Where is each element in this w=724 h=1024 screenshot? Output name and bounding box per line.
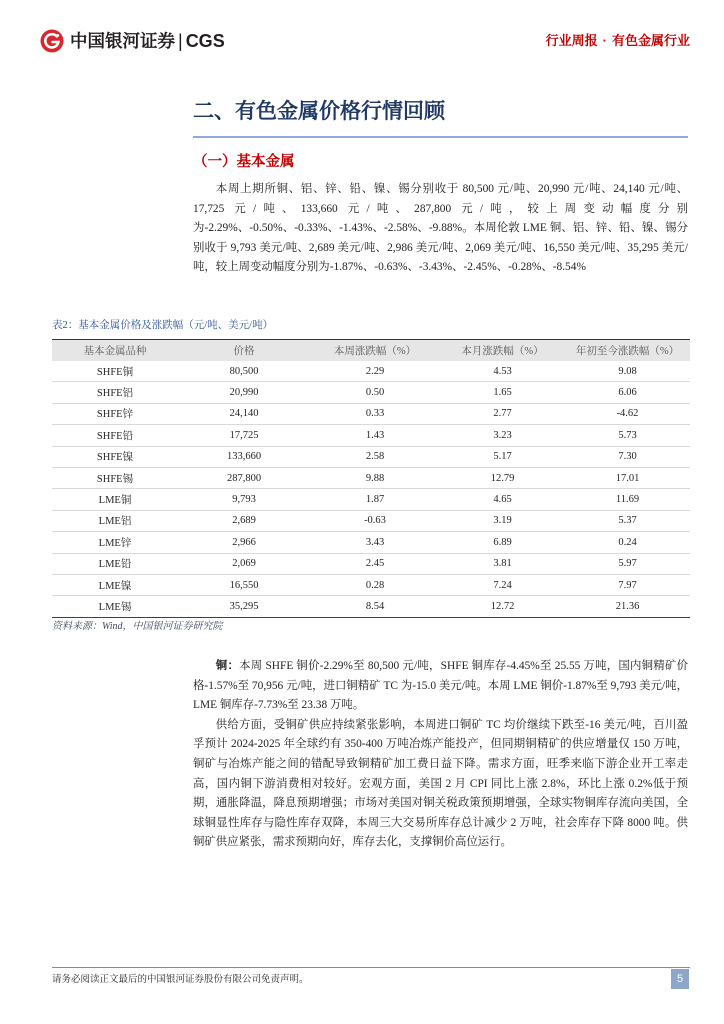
- report-category: [546, 32, 690, 50]
- intro-paragraph: 本周上期所铜、铝、锌、铅、镍、锡分别收于 80,500 元/吨、20,990 元/吨、24,140 元/吨、17,725 元/吨、133,660 元/吨、287,800 元/吨，较上周变动幅度分别为-2.29%、-0.50%、-0.33%、-1.43%、-2.58%、-9.88%。本周伦敦 LME 铜、铝、锌、铅、镍、锡分别收于 9,793 美元/吨、2,689 美元/吨、2,986 美元/吨、2,069 美元/吨、16,550 美元/吨、35,295 美元/吨，较上周变动幅度分别为-1.87%、-0.63%、-3.43%、-2.45%、-0.28%、-8.54%: [193, 183, 688, 274]
- cell-variety: LME铝: [52, 510, 178, 531]
- cell-monthly-change: 12.79: [440, 467, 565, 488]
- cell-monthly-change: 3.19: [440, 510, 565, 531]
- cell-variety: SHFE铜: [52, 361, 178, 382]
- cell-variety: SHFE铅: [52, 425, 178, 446]
- table-row: [52, 574, 690, 595]
- copper-commentary: [193, 657, 688, 853]
- table-row: [52, 361, 690, 382]
- table-row: [52, 467, 690, 488]
- cell-variety: LME铅: [52, 553, 178, 574]
- footer-disclaimer: 请务必阅读正文最后的中国银河证券股份有限公司免责声明。: [52, 975, 309, 985]
- cell-weekly-change: 2.58: [310, 446, 440, 467]
- table-row: [52, 446, 690, 467]
- cell-ytd-change: 7.97: [565, 574, 690, 595]
- cell-variety: LME锡: [52, 596, 178, 617]
- report-type: 行业周报: [545, 33, 598, 48]
- page-number: 5: [671, 969, 689, 989]
- table-row: [52, 403, 690, 424]
- cell-price: 24,140: [178, 403, 310, 424]
- brand-name-en: CGS: [185, 31, 225, 51]
- copper-summary-paragraph: [193, 657, 688, 716]
- column-header-ytd-change: 年初至今涨跌幅（%）: [565, 340, 690, 362]
- table-row: [52, 596, 690, 617]
- cell-weekly-change: 2.45: [310, 553, 440, 574]
- section-title-divider: [193, 136, 688, 138]
- cell-monthly-change: 2.77: [440, 403, 565, 424]
- copper-label: 铜：: [215, 660, 240, 672]
- cell-monthly-change: 3.81: [440, 553, 565, 574]
- metal-price-table: [52, 339, 690, 618]
- brand-name-cn: 中国银河证券: [70, 31, 175, 51]
- cell-price: 2,689: [178, 510, 310, 531]
- column-header-price: 价格: [178, 340, 310, 362]
- cell-variety: SHFE锌: [52, 403, 178, 424]
- cell-price: 80,500: [178, 361, 310, 382]
- cell-weekly-change: 2.29: [310, 361, 440, 382]
- section-title: 二、有色金属价格行情回顾: [193, 100, 445, 123]
- footer-divider: [52, 967, 690, 968]
- cell-monthly-change: 6.89: [440, 532, 565, 553]
- table-row: [52, 510, 690, 531]
- cell-weekly-change: -0.63: [310, 510, 440, 531]
- cell-variety: LME镍: [52, 574, 178, 595]
- column-header-variety: 基本金属品种: [52, 340, 178, 362]
- cell-variety: SHFE镍: [52, 446, 178, 467]
- cell-monthly-change: 7.24: [440, 574, 565, 595]
- table-row: [52, 425, 690, 446]
- cell-ytd-change: 5.97: [565, 553, 690, 574]
- cell-ytd-change: 0.24: [565, 532, 690, 553]
- column-header-monthly-change: 本月涨跌幅（%）: [440, 340, 565, 362]
- brand-logo: [40, 28, 225, 54]
- header-dot-separator: ·: [602, 33, 607, 48]
- cell-weekly-change: 9.88: [310, 467, 440, 488]
- cell-ytd-change: 17.01: [565, 467, 690, 488]
- brand-separator: |: [178, 31, 183, 51]
- cell-price: 35,295: [178, 596, 310, 617]
- cell-ytd-change: 7.30: [565, 446, 690, 467]
- cgs-logo-icon: [40, 29, 64, 53]
- cell-price: 16,550: [178, 574, 310, 595]
- table-source-note: 资料来源：Wind，中国银河证券研究院: [52, 621, 223, 632]
- cell-monthly-change: 4.53: [440, 361, 565, 382]
- cell-ytd-change: 11.69: [565, 489, 690, 510]
- cell-price: 2,069: [178, 553, 310, 574]
- copper-summary-text: 本周 SHFE 铜价-2.29%至 80,500 元/吨，SHFE 铜库存-4.45%至 25.55 万吨，国内铜精矿价格-1.57%至 70,956 元/吨，进口铜精矿 TC 为-15.0 美元/吨。本周 LME 铜价-1.87%至 9,793 美元/吨，LME 铜库存-7.73%至 23.38 万吨。: [193, 660, 688, 712]
- cell-price: 287,800: [178, 467, 310, 488]
- cell-ytd-change: 21.36: [565, 596, 690, 617]
- cell-weekly-change: 0.28: [310, 574, 440, 595]
- cell-monthly-change: 12.72: [440, 596, 565, 617]
- cell-weekly-change: 3.43: [310, 532, 440, 553]
- cell-weekly-change: 0.50: [310, 382, 440, 403]
- subsection-title: （一）基本金属: [193, 154, 295, 170]
- cell-weekly-change: 8.54: [310, 596, 440, 617]
- cell-price: 133,660: [178, 446, 310, 467]
- cell-monthly-change: 1.65: [440, 382, 565, 403]
- cell-weekly-change: 1.87: [310, 489, 440, 510]
- cell-monthly-change: 3.23: [440, 425, 565, 446]
- cell-variety: LME铜: [52, 489, 178, 510]
- cell-ytd-change: 5.37: [565, 510, 690, 531]
- cell-monthly-change: 4.65: [440, 489, 565, 510]
- table-row: [52, 489, 690, 510]
- cell-price: 20,990: [178, 382, 310, 403]
- table-body: [52, 361, 690, 617]
- cell-ytd-change: -4.62: [565, 403, 690, 424]
- table-header-row: [52, 340, 690, 362]
- cell-weekly-change: 0.33: [310, 403, 440, 424]
- table-head: [52, 340, 690, 362]
- cell-price: 2,966: [178, 532, 310, 553]
- column-header-weekly-change: 本周涨跌幅（%）: [310, 340, 440, 362]
- cell-ytd-change: 5.73: [565, 425, 690, 446]
- table-caption: 表2：基本金属价格及涨跌幅（元/吨、美元/吨）: [52, 320, 274, 331]
- cell-price: 9,793: [178, 489, 310, 510]
- industry-name: 有色金属行业: [611, 33, 690, 48]
- cell-ytd-change: 9.08: [565, 361, 690, 382]
- cell-price: 17,725: [178, 425, 310, 446]
- table-row: [52, 382, 690, 403]
- copper-analysis-paragraph: 供给方面，受铜矿供应持续紧张影响，本周进口铜矿 TC 均价继续下跌至-16 美元/吨，百川盈孚预计 2024-2025 年全球约有 350-400 万吨冶炼产能投产，但同期铜精矿的供应增量仅 150 万吨，铜矿与冶炼产能之间的错配导致铜精矿加工费日益下降。需求方面，旺季来临下游企业开工率走高，国内铜下游消费相对较好。宏观方面，美国 2 月 CPI 同比上涨 2.8%，环比上涨 0.2%低于预期，通胀降温，降息预期增强；市场对美国对铜关税政策预期增强，全球实物铜库存流向美国，全球铜显性库存与隐性库存双降，本周三大交易所库存总计减少 2 万吨，社会库存下降 8000 吨。供铜矿供应紧张，需求预期向好，库存去化，支撑铜价高位运行。: [193, 718, 688, 849]
- cell-weekly-change: 1.43: [310, 425, 440, 446]
- cell-variety: SHFE锡: [52, 467, 178, 488]
- table-row: [52, 553, 690, 574]
- cell-monthly-change: 5.17: [440, 446, 565, 467]
- table-row: [52, 532, 690, 553]
- cell-ytd-change: 6.06: [565, 382, 690, 403]
- cell-variety: SHFE铝: [52, 382, 178, 403]
- cell-variety: LME锌: [52, 532, 178, 553]
